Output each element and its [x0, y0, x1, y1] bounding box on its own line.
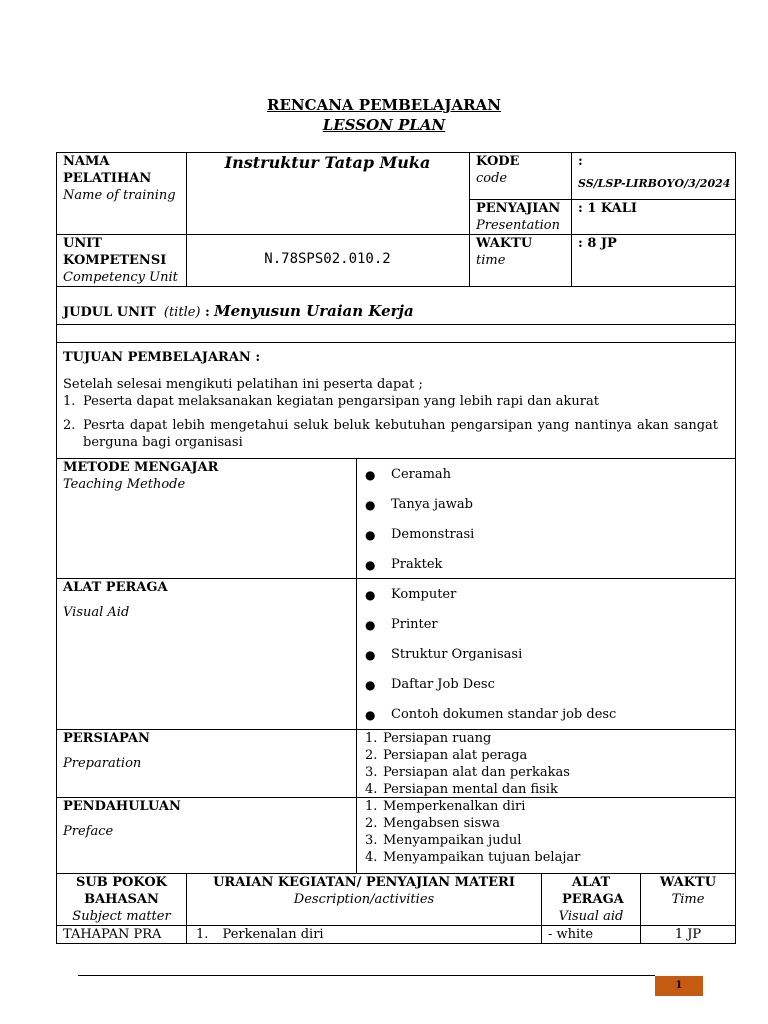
presentation-value: : 1 KALI: [578, 201, 637, 216]
list-item: ● Tanya jawab: [357, 495, 727, 525]
code-value-cell: [578, 153, 734, 192]
unit-title-label: JUDUL UNIT: [63, 305, 156, 320]
visual-aid-label-en: Visual Aid: [63, 605, 130, 620]
methods-label: METODE MENGAJAR: [63, 460, 219, 475]
visual-aid-list-cell: [357, 585, 727, 735]
list-item: ● Printer: [357, 615, 727, 645]
unit-title-colon: :: [200, 305, 210, 320]
training-label: NAMA PELATIHAN: [63, 154, 152, 186]
objectives-intro: Setelah selesai mengikuti pelatihan ini peserta dapat ;: [63, 377, 423, 392]
code-colon: :: [578, 154, 583, 169]
presentation-label-cell: [476, 200, 568, 234]
col-subject-header: SUB POKOK BAHASAN Subject matter: [72, 875, 171, 924]
list-item: ● Komputer: [357, 585, 727, 615]
list-item: 3. Persiapan alat dan perkakas: [365, 765, 570, 780]
list-item: 2. Persiapan alat peraga: [365, 748, 528, 763]
list-item: 1. Memperkenalkan diri: [365, 799, 526, 814]
unit-title-label-en: (title): [163, 305, 201, 320]
list-item: 4. Persiapan mental dan fisik: [365, 782, 558, 797]
time-value: : 8 JP: [578, 236, 617, 251]
document-title: RENCANA PEMBELAJARAN: [267, 96, 501, 114]
list-item: ● Praktek: [357, 555, 727, 585]
methods-list: [357, 465, 727, 585]
methods-list-cell: [357, 465, 727, 585]
list-item: ● Struktur Organisasi: [357, 645, 727, 675]
list-item: ● Demonstrasi: [357, 525, 727, 555]
preparation-list-cell: [365, 730, 730, 798]
preparation-label: PERSIAPAN: [63, 731, 150, 746]
unit-label: UNIT KOMPETENSI: [63, 236, 167, 268]
col-time-header: WAKTU Time: [659, 875, 717, 907]
unit-label-cell: [63, 235, 183, 286]
list-item: ● Daftar Job Desc: [357, 675, 727, 705]
objective-item: 2. Pesrta dapat lebih mengetahui seluk beluk kebutuhan pengarsipan yang nantinya akan sangat berguna bagi organisasi: [63, 418, 718, 450]
preparation-label-cell: [63, 730, 353, 772]
objectives-label: TUJUAN PEMBELAJARAN :: [63, 350, 261, 365]
row-description: 1. Perkenalan diri: [196, 927, 324, 942]
preface-label-cell: [63, 798, 353, 840]
visual-aid-list: [357, 585, 727, 735]
preface-label: PENDAHULUAN: [63, 799, 181, 814]
unit-label-en: Competency Unit: [63, 270, 178, 285]
preface-label-en: Preface: [63, 824, 114, 839]
unit-code: N.78SPS02.010.2: [264, 251, 391, 267]
footer-divider: [78, 975, 655, 976]
preparation-label-en: Preparation: [63, 756, 142, 771]
code-label-cell: [476, 153, 568, 187]
page-number: 1: [655, 976, 703, 996]
training-label-cell: [63, 153, 183, 204]
row-visual-aid: - white: [548, 927, 594, 942]
col-visual-aid-header: ALAT PERAGA Visual aid: [558, 875, 624, 924]
list-item: 3. Menyampaikan judul: [365, 833, 522, 848]
time-label-en: time: [476, 253, 506, 268]
presentation-label-en: Presentation: [476, 218, 560, 233]
unit-title-value: Menyusun Uraian Kerja: [213, 302, 414, 320]
list-item: 4. Menyampaikan tujuan belajar: [365, 850, 581, 865]
training-value: Instruktur Tatap Muka: [224, 153, 431, 172]
row-subject: TAHAPAN PRA: [63, 927, 162, 942]
code-label: KODE: [476, 154, 520, 169]
time-label-cell: [476, 235, 568, 269]
list-item: ● Ceramah: [357, 465, 727, 495]
list-item: 2. Mengabsen siswa: [365, 816, 501, 831]
preface-list: [365, 798, 730, 866]
methods-label-en: Teaching Methode: [63, 477, 186, 492]
list-item: ● Contoh dokumen standar job desc: [357, 705, 727, 735]
col-description-header: URAIAN KEGIATAN/ PENYAJIAN MATERI Description/activities: [213, 875, 515, 907]
code-label-en: code: [476, 171, 508, 186]
objectives-cell: [63, 349, 718, 451]
presentation-label: PENYAJIAN: [476, 201, 561, 216]
preface-list-cell: [365, 798, 730, 866]
list-item: 1. Persiapan ruang: [365, 731, 492, 746]
preparation-list: [365, 730, 730, 798]
visual-aid-label: ALAT PERAGA: [63, 580, 168, 595]
methods-label-cell: [63, 459, 353, 493]
objective-item: 1. Peserta dapat melaksanakan kegiatan pengarsipan yang lebih rapi dan akurat: [63, 394, 599, 409]
visual-aid-label-cell: [63, 579, 353, 621]
training-label-en: Name of training: [63, 188, 176, 203]
unit-title-row: [63, 303, 723, 321]
row-time: 1 JP: [674, 927, 702, 942]
time-label: WAKTU: [476, 236, 533, 251]
document-subtitle: LESSON PLAN: [322, 116, 446, 134]
code-value: SS/LSP-LIRBOYO/3/2024: [578, 177, 731, 190]
